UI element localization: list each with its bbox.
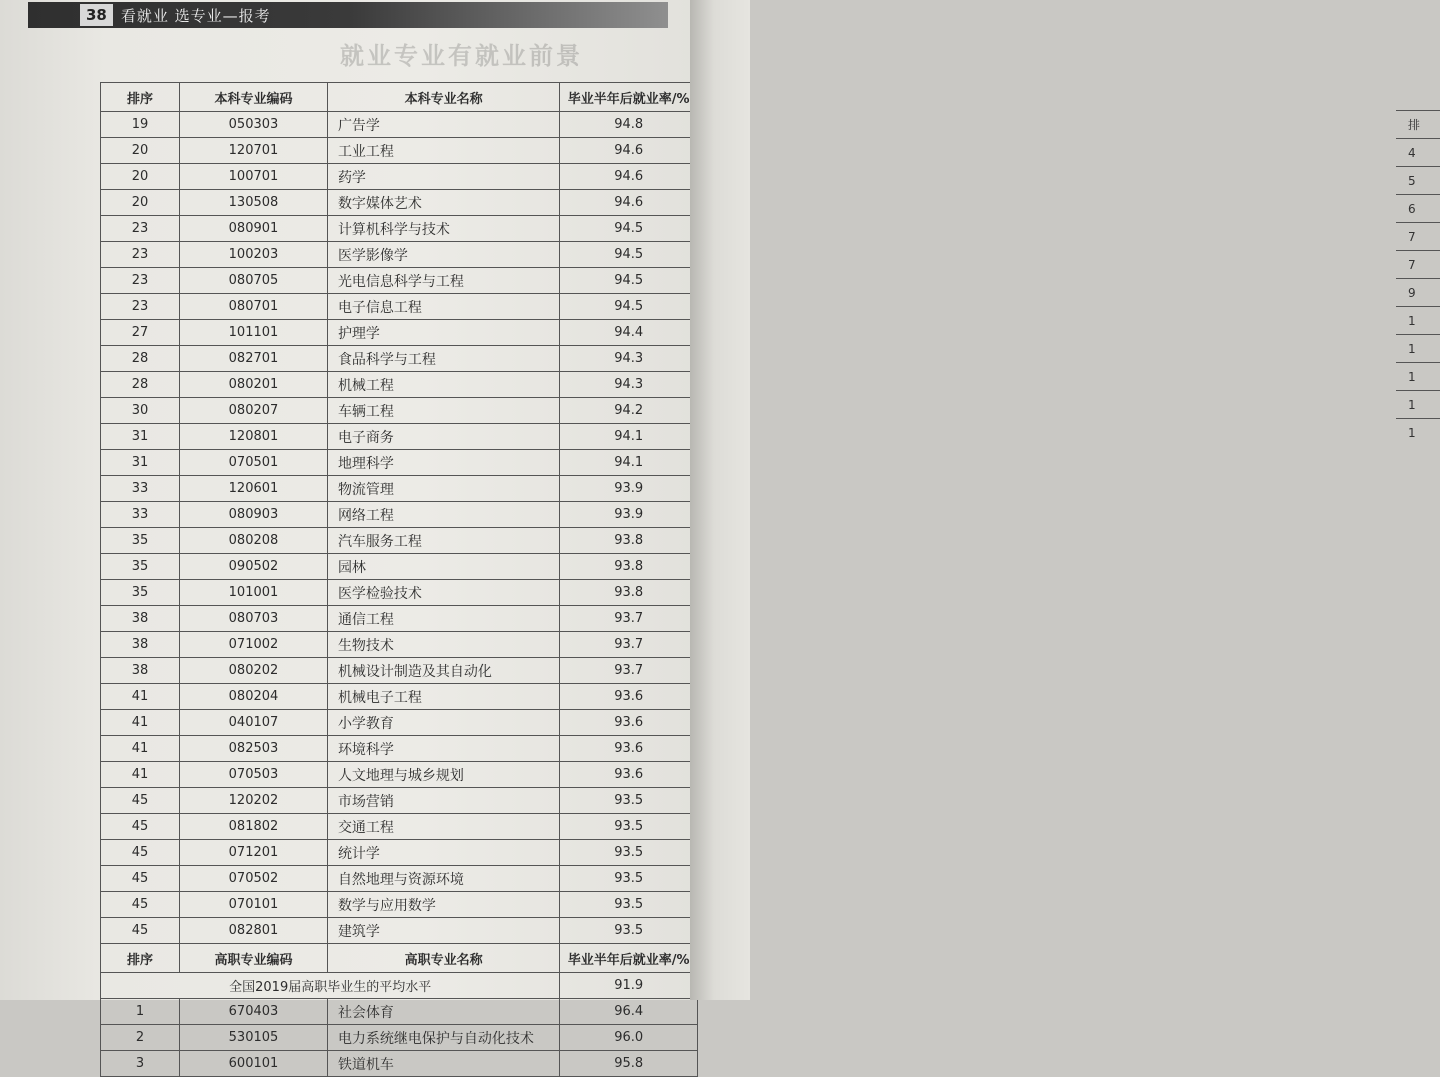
code-cell: 080208 <box>180 528 328 554</box>
rank-cell: 27 <box>101 320 180 346</box>
right-page-row <box>1396 111 1440 139</box>
table-row <box>101 346 698 372</box>
table-row <box>101 814 698 840</box>
rate-cell: 94.5 <box>560 242 698 268</box>
right-page-edge <box>690 0 1421 1000</box>
major-name-cell: 汽车服务工程 <box>327 528 559 554</box>
major-name-cell: 建筑学 <box>327 918 559 944</box>
code-cell: 101101 <box>180 320 328 346</box>
rate-cell: 94.5 <box>560 294 698 320</box>
right-page-cell: 1 <box>1396 307 1440 335</box>
rank-cell: 23 <box>101 216 180 242</box>
right-page-row <box>1396 279 1440 307</box>
right-page-cell: 1 <box>1396 419 1440 447</box>
major-name-cell: 机械电子工程 <box>327 684 559 710</box>
major-name-cell: 广告学 <box>327 112 559 138</box>
rate-cell: 94.8 <box>560 112 698 138</box>
right-page-cell: 5 <box>1396 167 1440 195</box>
code-cell: 120202 <box>180 788 328 814</box>
rank-cell: 3 <box>101 1051 180 1077</box>
left-page <box>0 0 700 1073</box>
table-row <box>101 1025 698 1051</box>
rate-cell: 93.9 <box>560 502 698 528</box>
right-page-cell: 排 <box>1396 111 1440 139</box>
rate-cell: 96.0 <box>560 1025 698 1051</box>
table-row <box>101 138 698 164</box>
major-name-cell: 网络工程 <box>327 502 559 528</box>
table-row <box>101 632 698 658</box>
rank-cell: 41 <box>101 684 180 710</box>
table-row <box>101 502 698 528</box>
page-header <box>28 2 668 28</box>
table-row <box>101 658 698 684</box>
rate-cell: 94.1 <box>560 424 698 450</box>
header-name: 本科专业名称 <box>327 83 559 112</box>
voc-header-rate: 毕业半年后就业率/% <box>560 944 698 973</box>
table-row <box>101 918 698 944</box>
rank-cell: 41 <box>101 736 180 762</box>
vocational-header-row <box>101 944 698 973</box>
rank-cell: 45 <box>101 788 180 814</box>
major-name-cell: 社会体育 <box>327 999 559 1025</box>
table-row <box>101 892 698 918</box>
rank-cell: 23 <box>101 294 180 320</box>
code-cell: 120801 <box>180 424 328 450</box>
rank-cell: 45 <box>101 840 180 866</box>
code-cell: 050303 <box>180 112 328 138</box>
right-page-cell: 1 <box>1396 335 1440 363</box>
rate-cell: 93.5 <box>560 840 698 866</box>
table-row <box>101 1051 698 1077</box>
header-code: 本科专业编码 <box>180 83 328 112</box>
rate-cell: 94.5 <box>560 216 698 242</box>
code-cell: 670403 <box>180 999 328 1025</box>
header-rate: 毕业半年后就业率/% <box>560 83 698 112</box>
major-name-cell: 电子信息工程 <box>327 294 559 320</box>
right-page-cell: 9 <box>1396 279 1440 307</box>
rate-cell: 94.1 <box>560 450 698 476</box>
right-page-cell: 7 <box>1396 223 1440 251</box>
code-cell: 080202 <box>180 658 328 684</box>
major-name-cell: 计算机科学与技术 <box>327 216 559 242</box>
rank-cell: 38 <box>101 606 180 632</box>
right-page-row <box>1396 335 1440 363</box>
right-page-cell: 4 <box>1396 139 1440 167</box>
rank-cell: 35 <box>101 554 180 580</box>
rank-cell: 31 <box>101 450 180 476</box>
code-cell: 082701 <box>180 346 328 372</box>
table-row <box>101 294 698 320</box>
major-name-cell: 自然地理与资源环境 <box>327 866 559 892</box>
major-name-cell: 机械工程 <box>327 372 559 398</box>
table-row <box>101 736 698 762</box>
major-name-cell: 通信工程 <box>327 606 559 632</box>
table-row <box>101 788 698 814</box>
table-row <box>101 840 698 866</box>
table-row <box>101 190 698 216</box>
right-page-table-fragment <box>1396 110 1440 446</box>
code-cell: 090502 <box>180 554 328 580</box>
major-name-cell: 铁道机车 <box>327 1051 559 1077</box>
table-row <box>101 580 698 606</box>
major-name-cell: 医学检验技术 <box>327 580 559 606</box>
major-name-cell: 园林 <box>327 554 559 580</box>
rank-cell: 45 <box>101 866 180 892</box>
rank-cell: 19 <box>101 112 180 138</box>
rank-cell: 23 <box>101 268 180 294</box>
right-page-row <box>1396 307 1440 335</box>
table-row <box>101 762 698 788</box>
rate-cell: 93.6 <box>560 736 698 762</box>
national-average-row <box>101 973 698 999</box>
rank-cell: 35 <box>101 580 180 606</box>
code-cell: 070503 <box>180 762 328 788</box>
voc-header-code: 高职专业编码 <box>180 944 328 973</box>
rate-cell: 93.5 <box>560 788 698 814</box>
code-cell: 530105 <box>180 1025 328 1051</box>
code-cell: 082801 <box>180 918 328 944</box>
major-name-cell: 统计学 <box>327 840 559 866</box>
code-cell: 101001 <box>180 580 328 606</box>
major-name-cell: 车辆工程 <box>327 398 559 424</box>
major-name-cell: 护理学 <box>327 320 559 346</box>
major-name-cell: 人文地理与城乡规划 <box>327 762 559 788</box>
rank-cell: 33 <box>101 502 180 528</box>
rank-cell: 2 <box>101 1025 180 1051</box>
code-cell: 080201 <box>180 372 328 398</box>
rate-cell: 93.5 <box>560 918 698 944</box>
major-name-cell: 交通工程 <box>327 814 559 840</box>
major-name-cell: 机械设计制造及其自动化 <box>327 658 559 684</box>
right-page-cell: 1 <box>1396 363 1440 391</box>
rank-cell: 28 <box>101 346 180 372</box>
table-row <box>101 216 698 242</box>
right-page-cell: 1 <box>1396 391 1440 419</box>
right-page-row <box>1396 363 1440 391</box>
table-row <box>101 164 698 190</box>
rate-cell: 93.6 <box>560 710 698 736</box>
header-rank: 排序 <box>101 83 180 112</box>
rate-cell: 94.2 <box>560 398 698 424</box>
code-cell: 080705 <box>180 268 328 294</box>
rank-cell: 28 <box>101 372 180 398</box>
undergrad-rows <box>101 112 698 944</box>
rate-cell: 94.6 <box>560 190 698 216</box>
page-number: 38 <box>80 4 113 26</box>
major-name-cell: 环境科学 <box>327 736 559 762</box>
major-name-cell: 食品科学与工程 <box>327 346 559 372</box>
table-row <box>101 606 698 632</box>
right-page-cell: 7 <box>1396 251 1440 279</box>
code-cell: 071002 <box>180 632 328 658</box>
voc-header-rank: 排序 <box>101 944 180 973</box>
table-row <box>101 684 698 710</box>
table-row <box>101 554 698 580</box>
major-name-cell: 工业工程 <box>327 138 559 164</box>
rate-cell: 94.5 <box>560 268 698 294</box>
table-row <box>101 112 698 138</box>
rank-cell: 31 <box>101 424 180 450</box>
code-cell: 040107 <box>180 710 328 736</box>
header-title: 看就业 选专业—报考 <box>120 6 271 25</box>
rate-cell: 93.7 <box>560 658 698 684</box>
major-name-cell: 光电信息科学与工程 <box>327 268 559 294</box>
right-page-row <box>1396 195 1440 223</box>
table-row <box>101 372 698 398</box>
rate-cell: 93.7 <box>560 632 698 658</box>
rate-cell: 93.5 <box>560 866 698 892</box>
vocational-section <box>101 944 698 999</box>
table-row <box>101 476 698 502</box>
rank-cell: 45 <box>101 918 180 944</box>
rank-cell: 20 <box>101 190 180 216</box>
rate-cell: 94.6 <box>560 138 698 164</box>
national-average-value: 91.9 <box>560 973 698 999</box>
code-cell: 080701 <box>180 294 328 320</box>
code-cell: 070501 <box>180 450 328 476</box>
code-cell: 080703 <box>180 606 328 632</box>
code-cell: 080901 <box>180 216 328 242</box>
rank-cell: 35 <box>101 528 180 554</box>
rate-cell: 93.8 <box>560 528 698 554</box>
rate-cell: 93.5 <box>560 892 698 918</box>
code-cell: 080207 <box>180 398 328 424</box>
code-cell: 070502 <box>180 866 328 892</box>
national-average-label: 全国2019届高职毕业生的平均水平 <box>101 973 560 999</box>
right-page-row <box>1396 223 1440 251</box>
rank-cell: 20 <box>101 138 180 164</box>
rate-cell: 93.5 <box>560 814 698 840</box>
rate-cell: 94.3 <box>560 372 698 398</box>
code-cell: 082503 <box>180 736 328 762</box>
rate-cell: 93.8 <box>560 554 698 580</box>
voc-header-name: 高职专业名称 <box>327 944 559 973</box>
rate-cell: 93.9 <box>560 476 698 502</box>
major-name-cell: 电子商务 <box>327 424 559 450</box>
major-name-cell: 数学与应用数学 <box>327 892 559 918</box>
rank-cell: 38 <box>101 632 180 658</box>
major-name-cell: 医学影像学 <box>327 242 559 268</box>
major-name-cell: 数字媒体艺术 <box>327 190 559 216</box>
vocational-rows <box>101 999 698 1077</box>
rate-cell: 94.6 <box>560 164 698 190</box>
rank-cell: 45 <box>101 892 180 918</box>
right-page-row <box>1396 251 1440 279</box>
major-name-cell: 生物技术 <box>327 632 559 658</box>
code-cell: 070101 <box>180 892 328 918</box>
right-page-row <box>1396 419 1440 447</box>
code-cell: 080903 <box>180 502 328 528</box>
right-page-cell: 6 <box>1396 195 1440 223</box>
right-page-row <box>1396 391 1440 419</box>
major-name-cell: 电力系统继电保护与自动化技术 <box>327 1025 559 1051</box>
table-row <box>101 424 698 450</box>
code-cell: 120601 <box>180 476 328 502</box>
table-row <box>101 528 698 554</box>
rate-cell: 93.6 <box>560 762 698 788</box>
major-name-cell: 市场营销 <box>327 788 559 814</box>
code-cell: 120701 <box>180 138 328 164</box>
rank-cell: 30 <box>101 398 180 424</box>
right-page-row <box>1396 139 1440 167</box>
rank-cell: 20 <box>101 164 180 190</box>
employment-rate-table <box>100 82 698 1077</box>
table-row <box>101 710 698 736</box>
major-name-cell: 药学 <box>327 164 559 190</box>
code-cell: 081802 <box>180 814 328 840</box>
major-name-cell: 地理科学 <box>327 450 559 476</box>
rate-cell: 95.8 <box>560 1051 698 1077</box>
rank-cell: 23 <box>101 242 180 268</box>
table-row <box>101 999 698 1025</box>
rate-cell: 94.3 <box>560 346 698 372</box>
code-cell: 071201 <box>180 840 328 866</box>
table-row <box>101 866 698 892</box>
faded-section-title: 就业专业有就业前景 <box>340 42 583 70</box>
rank-cell: 41 <box>101 710 180 736</box>
major-name-cell: 小学教育 <box>327 710 559 736</box>
right-page-row <box>1396 167 1440 195</box>
code-cell: 080204 <box>180 684 328 710</box>
code-cell: 100701 <box>180 164 328 190</box>
rank-cell: 41 <box>101 762 180 788</box>
code-cell: 100203 <box>180 242 328 268</box>
table-header-row <box>101 83 698 112</box>
table-row <box>101 398 698 424</box>
rank-cell: 1 <box>101 999 180 1025</box>
rate-cell: 96.4 <box>560 999 698 1025</box>
rank-cell: 33 <box>101 476 180 502</box>
code-cell: 600101 <box>180 1051 328 1077</box>
rate-cell: 93.8 <box>560 580 698 606</box>
table-row <box>101 320 698 346</box>
rate-cell: 93.6 <box>560 684 698 710</box>
table-row <box>101 450 698 476</box>
rate-cell: 94.4 <box>560 320 698 346</box>
rate-cell: 93.7 <box>560 606 698 632</box>
code-cell: 130508 <box>180 190 328 216</box>
table-row <box>101 242 698 268</box>
table-row <box>101 268 698 294</box>
rank-cell: 38 <box>101 658 180 684</box>
rank-cell: 45 <box>101 814 180 840</box>
major-name-cell: 物流管理 <box>327 476 559 502</box>
